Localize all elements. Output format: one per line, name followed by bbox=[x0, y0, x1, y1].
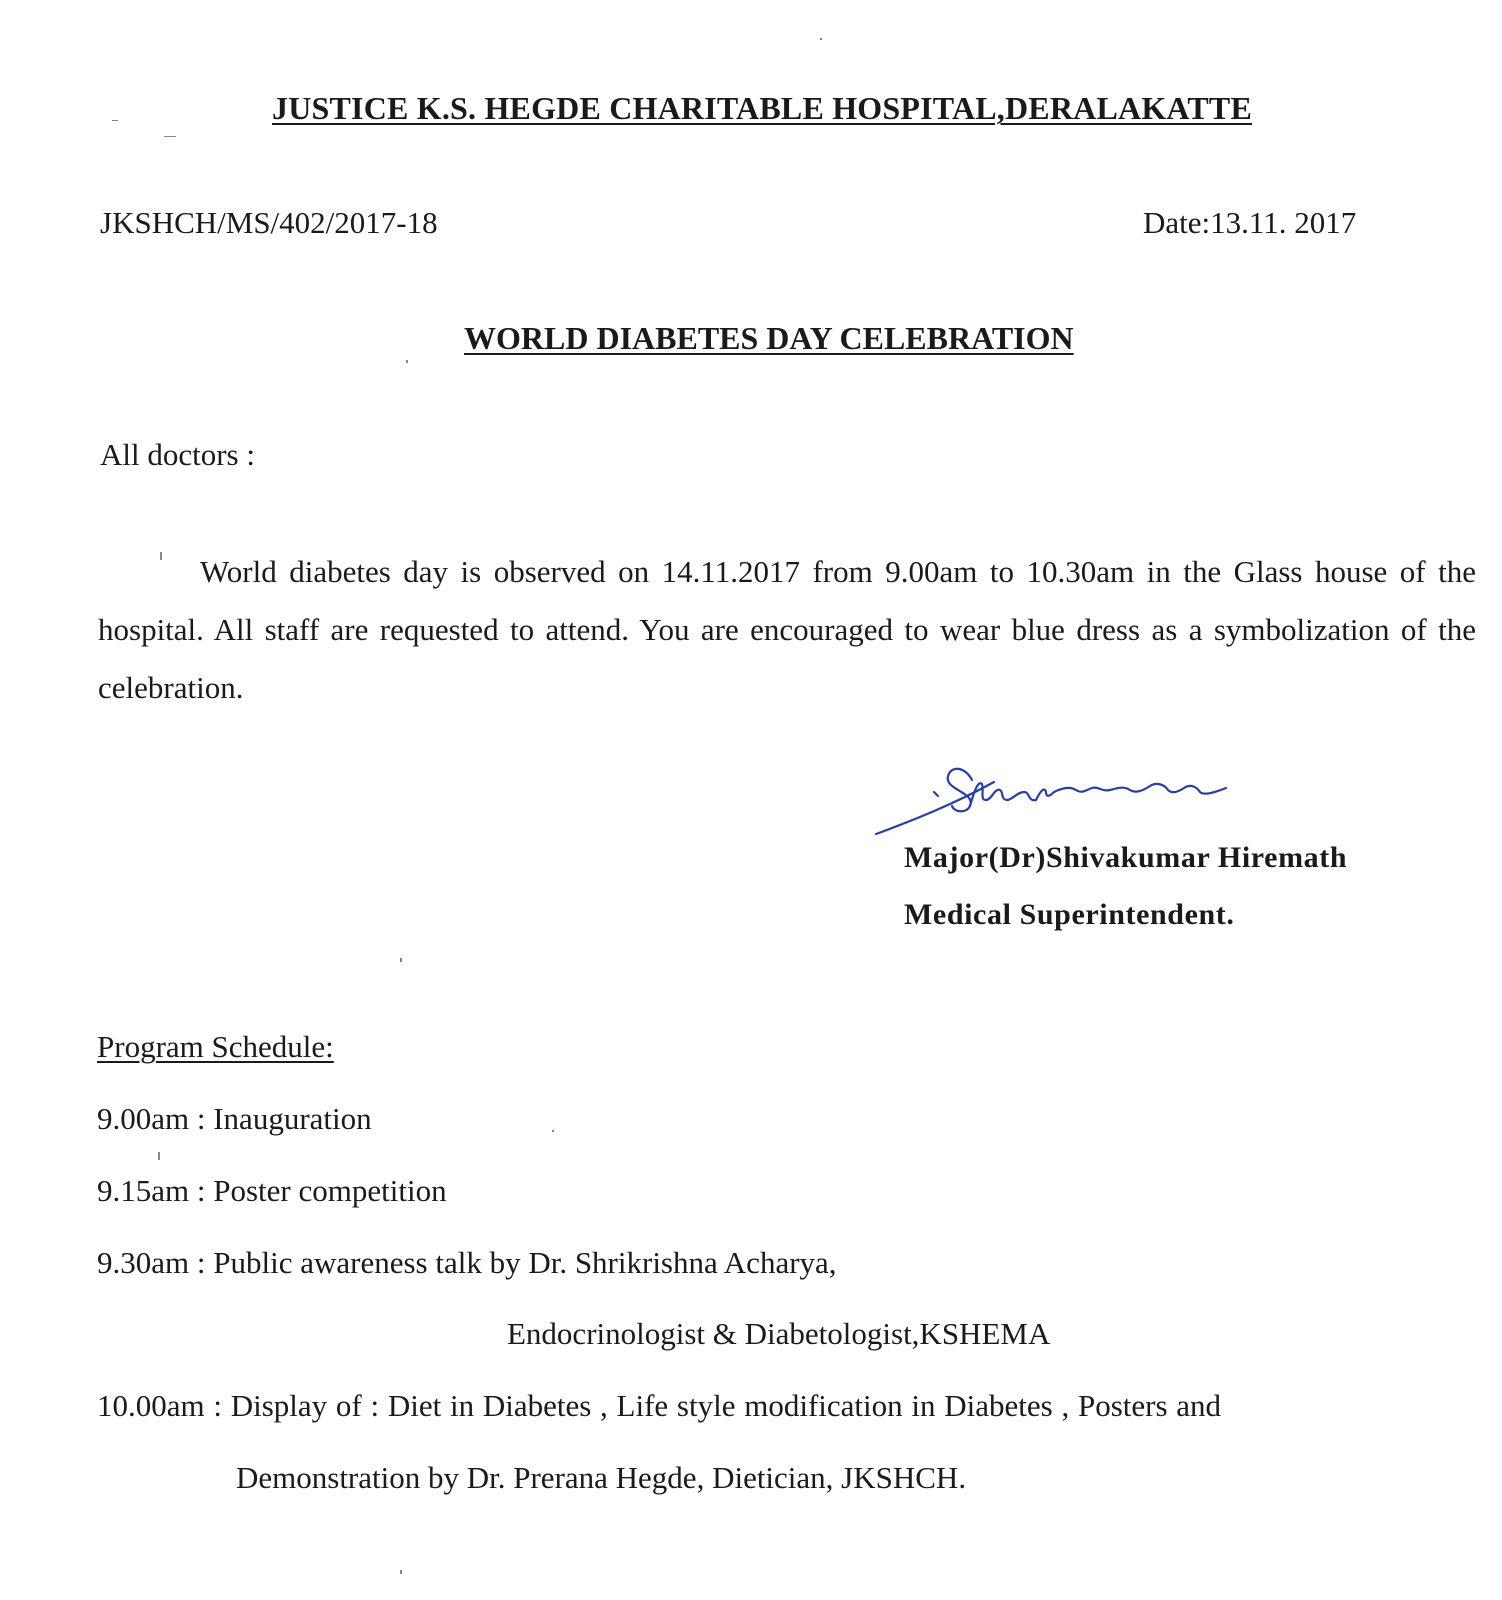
schedule-item: 9.15am : Poster competition bbox=[97, 1173, 447, 1208]
reference-number: JKSHCH/MS/402/2017-18 bbox=[100, 205, 438, 240]
scan-speck bbox=[158, 1152, 160, 1160]
schedule-item: 9.30am : Public awareness talk by Dr. Shrikrishna Acharya, bbox=[97, 1245, 837, 1280]
schedule-item-continuation: Demonstration by Dr. Prerana Hegde, Dietician, JKSHCH. bbox=[236, 1460, 967, 1495]
scan-speck bbox=[164, 136, 176, 137]
scan-speck bbox=[400, 1570, 402, 1574]
signatory-name: Major(Dr)Shivakumar Hiremath bbox=[904, 841, 1348, 874]
scan-speck bbox=[400, 958, 402, 962]
schedule-item: 10.00am : Display of : Diet in Diabetes , Life style modification in Diabetes , Posters and bbox=[97, 1388, 1222, 1423]
subject-heading: WORLD DIABETES DAY CELEBRATION bbox=[464, 320, 1074, 356]
salutation: All doctors : bbox=[100, 437, 255, 472]
schedule-title: Program Schedule: bbox=[97, 1029, 334, 1064]
signatory-designation: Medical Superintendent. bbox=[904, 898, 1235, 931]
body-paragraph: World diabetes day is observed on 14.11.2017 from 9.00am to 10.30am in the Glass house of the hospital. All staff are requested to attend. You are encouraged to wear blue dress as a symbolization of the celebration. bbox=[98, 554, 1476, 705]
schedule-item: 9.00am : Inauguration bbox=[97, 1101, 372, 1136]
scan-speck bbox=[820, 38, 822, 40]
schedule-item-continuation: Endocrinologist & Diabetologist,KSHEMA bbox=[507, 1316, 1051, 1351]
hospital-title: JUSTICE K.S. HEGDE CHARITABLE HOSPITAL,DERALAKATTE bbox=[272, 90, 1252, 126]
letter-date: Date:13.11. 2017 bbox=[1143, 205, 1357, 240]
scan-speck bbox=[552, 1130, 554, 1132]
scan-speck bbox=[406, 360, 408, 363]
scan-speck bbox=[112, 120, 118, 121]
scan-speck bbox=[160, 552, 162, 560]
